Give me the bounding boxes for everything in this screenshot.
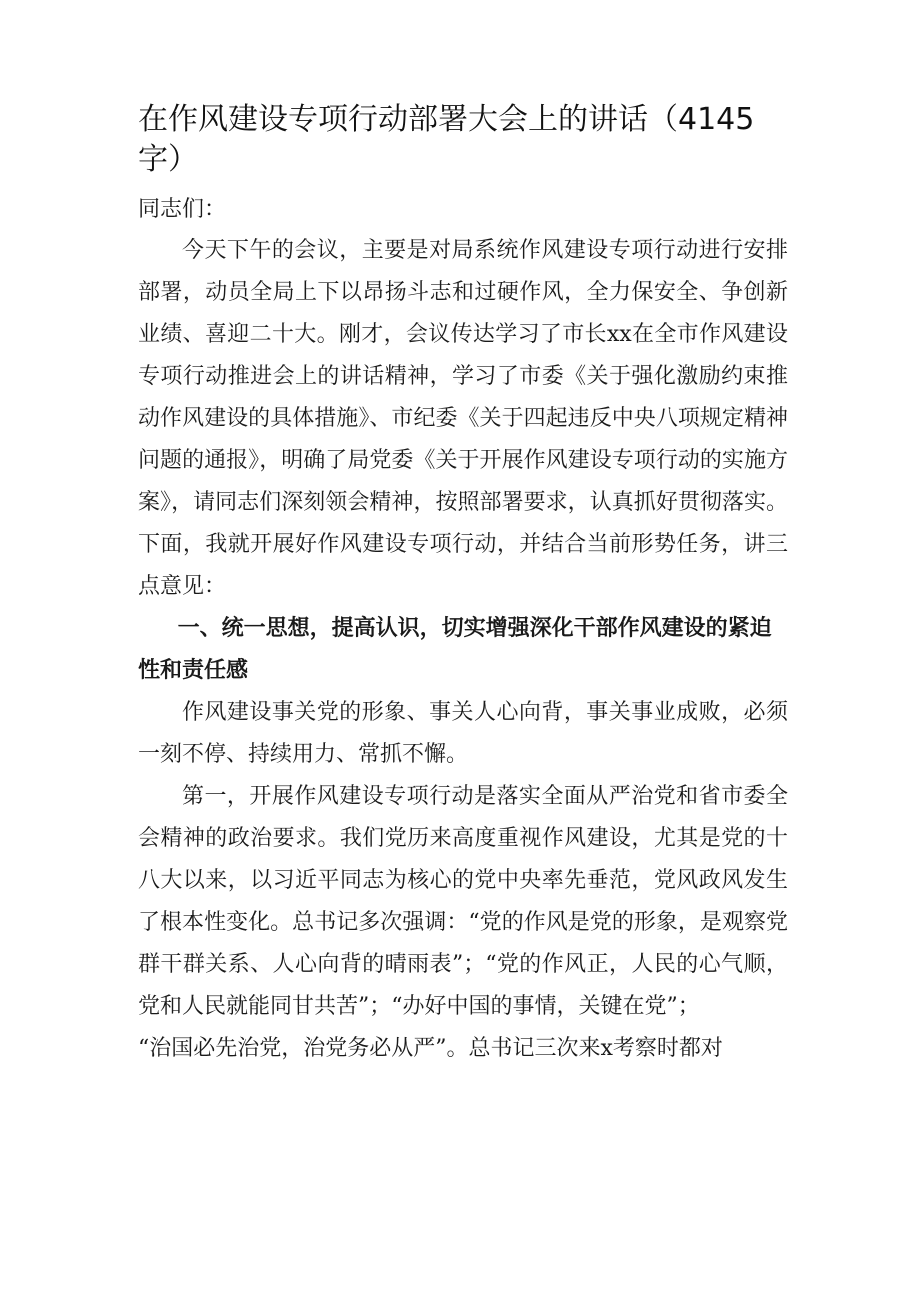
paragraph-first-point: 第一，开展作风建设专项行动是落实全面从严治党和省市委全会精神的政治要求。我们党历来高度重视作风建设，尤其是党的十八大以来，以习近平同志为核心的党中央率先垂范，党风政风发生了根本性变化。总书记多次强调：“党的作风是党的形象，是观察党群干群关系、人心向背的晴雨表”；“党的作风正，人民的心气顺，党和人民就能同甘共苦”；“办好中国的事情，关键在党”； — [138, 784, 788, 1019]
paragraph-section-intro: 作风建设事关党的形象、事关人心向背，事关事业成败，必须一刻不停、持续用力、常抓不懈。 — [138, 700, 788, 767]
section-heading-1: 一、统一思想，提高认识，切实增强深化干部作风建设的紧迫性和责任感 — [138, 616, 772, 683]
paragraph-intro: 今天下午的会议，主要是对局系统作风建设专项行动进行安排部署，动员全局上下以昂扬斗志和过硬作风，全力保安全、争创新业绩、喜迎二十大。刚才，会议传达学习了市长xx在全市作风建设专项行动推进会上的讲话精神，学习了市委《关于强化激励约束推动作风建设的具体措施》、市纪委《关于四起违反中央八项规定精神问题的通报》，明确了局党委《关于开展作风建设专项行动的实施方案》，请同志们深刻领会精神，按照部署要求，认真抓好贯彻落实。下面，我就开展好作风建设专项行动，并结合当前形势任务，讲三点意见： — [138, 238, 788, 599]
document-page — [138, 100, 788, 1070]
document-title: 在作风建设专项行动部署大会上的讲话（4145字） — [138, 102, 755, 177]
paragraph-continuation: “治国必先治党，治党务必从严”。总书记三次来x考察时都对 — [138, 1036, 723, 1061]
salutation: 同志们： — [138, 197, 227, 222]
